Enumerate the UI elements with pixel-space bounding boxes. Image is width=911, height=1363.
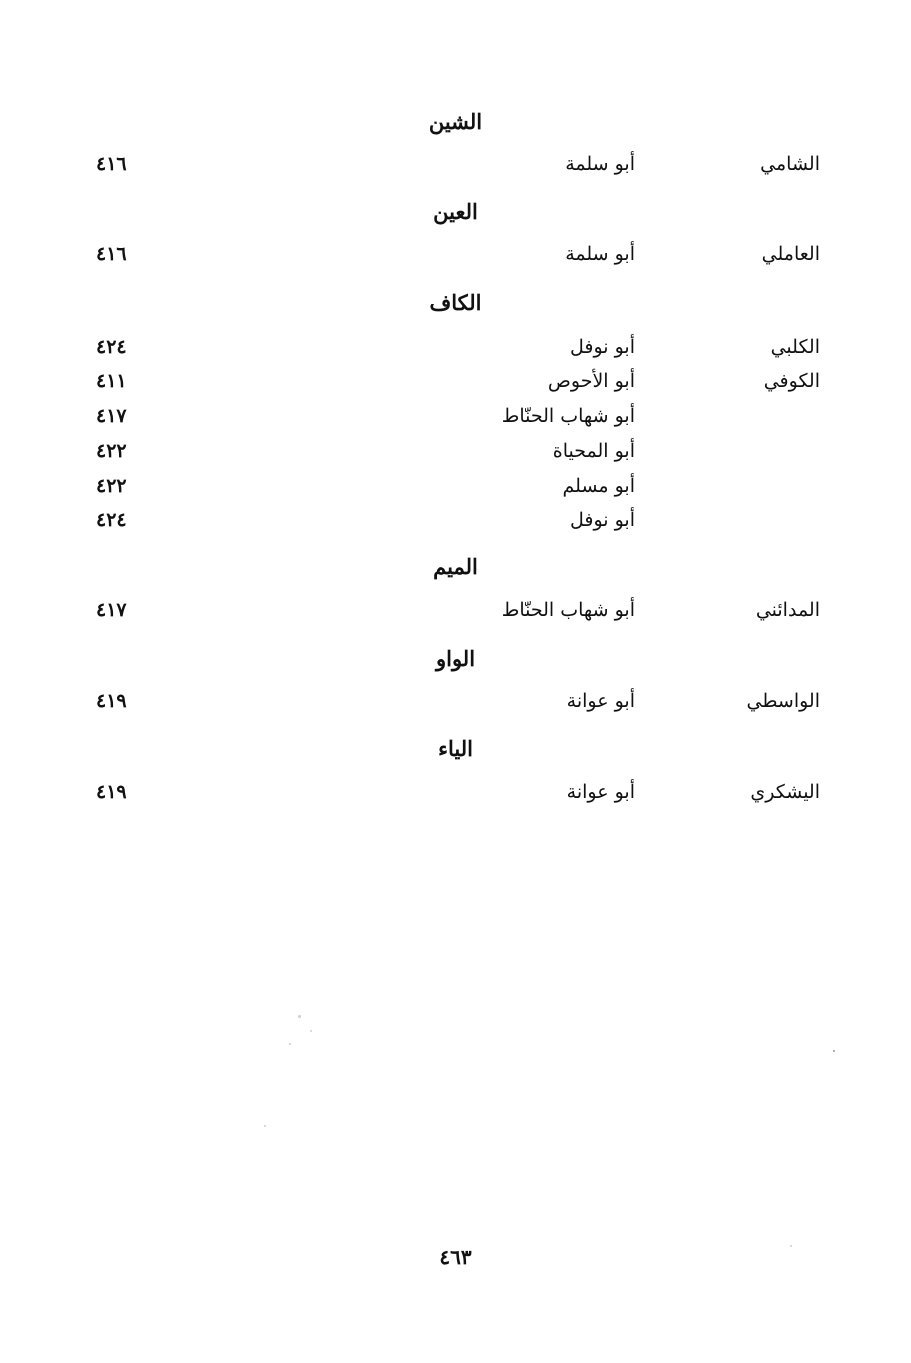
nisba: الكوفي xyxy=(763,370,820,392)
kunya: أبو الأحوص xyxy=(547,370,635,392)
scan-speck xyxy=(298,1015,301,1018)
section-heading-mim: الميم xyxy=(433,554,478,579)
page-ref: ٤١٦ xyxy=(96,153,127,175)
nisba: اليشكري xyxy=(750,781,820,803)
nisba: المدائني xyxy=(755,599,820,621)
scan-speck xyxy=(310,1030,312,1032)
kunya: أبو مسلم xyxy=(562,475,635,497)
kunya: أبو سلمة xyxy=(565,153,635,175)
page-ref: ٤١٩ xyxy=(96,690,127,712)
page-ref: ٤١٩ xyxy=(96,781,127,803)
scan-speck xyxy=(833,1050,835,1052)
page-ref: ٤١٧ xyxy=(96,599,127,621)
page-ref: ٤٢٢ xyxy=(96,440,127,462)
section-heading-shin: الشين xyxy=(428,109,483,134)
page-ref: ٤٢٤ xyxy=(96,336,127,358)
section-heading-waw: الواو xyxy=(435,646,476,671)
scan-speck xyxy=(289,1043,291,1045)
nisba: الواسطي xyxy=(746,690,820,712)
page-number: ٤٦٣ xyxy=(439,1245,472,1269)
section-heading-ya: الياء xyxy=(438,736,473,761)
page-ref: ٤٢٢ xyxy=(96,475,127,497)
kunya: أبو سلمة xyxy=(565,243,635,265)
page-ref: ٤١١ xyxy=(96,370,127,392)
section-heading-ain: العين xyxy=(433,199,478,224)
page-ref: ٤١٧ xyxy=(96,405,127,427)
nisba: العاملي xyxy=(761,243,820,265)
kunya: أبو شهاب الحنّاط xyxy=(501,405,635,427)
kunya: أبو شهاب الحنّاط xyxy=(501,599,635,621)
scan-speck xyxy=(264,1125,266,1127)
nisba: الكلبي xyxy=(770,336,820,358)
kunya: أبو نوفل xyxy=(570,336,635,358)
kunya: أبو عوانة xyxy=(566,690,635,712)
section-heading-kaf: الكاف xyxy=(429,290,482,315)
kunya: أبو نوفل xyxy=(570,509,635,531)
kunya: أبو عوانة xyxy=(566,781,635,803)
page-ref: ٤٢٤ xyxy=(96,509,127,531)
page-ref: ٤١٦ xyxy=(96,243,127,265)
kunya: أبو المحياة xyxy=(552,440,635,462)
nisba: الشامي xyxy=(760,153,820,175)
